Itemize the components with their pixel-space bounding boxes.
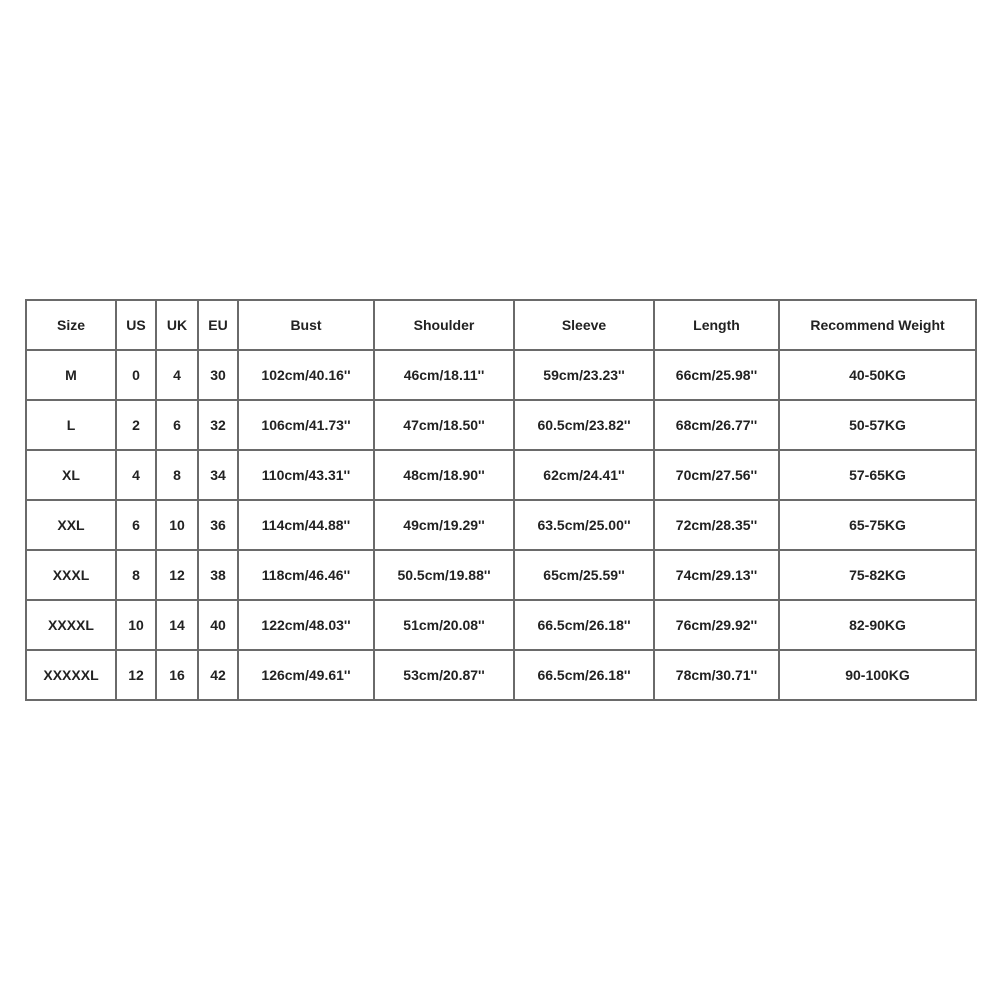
cell-recommend-weight: 50-57KG — [779, 400, 976, 450]
cell-size: XXXL — [26, 550, 116, 600]
cell-recommend-weight: 57-65KG — [779, 450, 976, 500]
table-row — [26, 650, 976, 700]
cell-uk: 12 — [156, 550, 198, 600]
header-length: Length — [654, 300, 779, 350]
cell-length: 70cm/27.56'' — [654, 450, 779, 500]
cell-length: 72cm/28.35'' — [654, 500, 779, 550]
cell-shoulder: 49cm/19.29'' — [374, 500, 514, 550]
cell-sleeve: 65cm/25.59'' — [514, 550, 654, 600]
cell-eu: 32 — [198, 400, 238, 450]
cell-us: 12 — [116, 650, 156, 700]
cell-shoulder: 51cm/20.08'' — [374, 600, 514, 650]
cell-recommend-weight: 40-50KG — [779, 350, 976, 400]
cell-eu: 42 — [198, 650, 238, 700]
cell-us: 0 — [116, 350, 156, 400]
cell-us: 6 — [116, 500, 156, 550]
table-row — [26, 400, 976, 450]
cell-bust: 102cm/40.16'' — [238, 350, 374, 400]
cell-size: L — [26, 400, 116, 450]
cell-sleeve: 60.5cm/23.82'' — [514, 400, 654, 450]
header-row — [26, 300, 976, 350]
cell-us: 10 — [116, 600, 156, 650]
cell-recommend-weight: 82-90KG — [779, 600, 976, 650]
cell-eu: 36 — [198, 500, 238, 550]
cell-sleeve: 63.5cm/25.00'' — [514, 500, 654, 550]
cell-length: 76cm/29.92'' — [654, 600, 779, 650]
cell-bust: 106cm/41.73'' — [238, 400, 374, 450]
cell-sleeve: 66.5cm/26.18'' — [514, 600, 654, 650]
table-row — [26, 600, 976, 650]
cell-recommend-weight: 65-75KG — [779, 500, 976, 550]
header-us: US — [116, 300, 156, 350]
cell-bust: 126cm/49.61'' — [238, 650, 374, 700]
table-row — [26, 500, 976, 550]
cell-size: XXXXL — [26, 600, 116, 650]
cell-eu: 40 — [198, 600, 238, 650]
cell-bust: 110cm/43.31'' — [238, 450, 374, 500]
cell-shoulder: 46cm/18.11'' — [374, 350, 514, 400]
size-chart-table — [25, 299, 977, 701]
table-row — [26, 350, 976, 400]
header-shoulder: Shoulder — [374, 300, 514, 350]
cell-length: 78cm/30.71'' — [654, 650, 779, 700]
cell-uk: 16 — [156, 650, 198, 700]
table-row — [26, 550, 976, 600]
cell-uk: 6 — [156, 400, 198, 450]
cell-recommend-weight: 75-82KG — [779, 550, 976, 600]
cell-us: 2 — [116, 400, 156, 450]
cell-eu: 30 — [198, 350, 238, 400]
cell-recommend-weight: 90-100KG — [779, 650, 976, 700]
cell-shoulder: 47cm/18.50'' — [374, 400, 514, 450]
cell-bust: 122cm/48.03'' — [238, 600, 374, 650]
header-sleeve: Sleeve — [514, 300, 654, 350]
cell-uk: 4 — [156, 350, 198, 400]
cell-uk: 14 — [156, 600, 198, 650]
table-row — [26, 450, 976, 500]
cell-sleeve: 59cm/23.23'' — [514, 350, 654, 400]
cell-length: 66cm/25.98'' — [654, 350, 779, 400]
cell-sleeve: 66.5cm/26.18'' — [514, 650, 654, 700]
cell-uk: 10 — [156, 500, 198, 550]
cell-size: XXL — [26, 500, 116, 550]
cell-length: 74cm/29.13'' — [654, 550, 779, 600]
header-recommend-weight: Recommend Weight — [779, 300, 976, 350]
cell-bust: 118cm/46.46'' — [238, 550, 374, 600]
cell-eu: 34 — [198, 450, 238, 500]
cell-size: M — [26, 350, 116, 400]
cell-us: 4 — [116, 450, 156, 500]
size-chart-body — [26, 350, 976, 700]
header-bust: Bust — [238, 300, 374, 350]
size-chart-header — [26, 300, 976, 350]
header-size: Size — [26, 300, 116, 350]
header-uk: UK — [156, 300, 198, 350]
cell-sleeve: 62cm/24.41'' — [514, 450, 654, 500]
cell-length: 68cm/26.77'' — [654, 400, 779, 450]
cell-shoulder: 48cm/18.90'' — [374, 450, 514, 500]
cell-uk: 8 — [156, 450, 198, 500]
cell-shoulder: 50.5cm/19.88'' — [374, 550, 514, 600]
cell-shoulder: 53cm/20.87'' — [374, 650, 514, 700]
cell-size: XL — [26, 450, 116, 500]
cell-eu: 38 — [198, 550, 238, 600]
cell-size: XXXXXL — [26, 650, 116, 700]
header-eu: EU — [198, 300, 238, 350]
cell-bust: 114cm/44.88'' — [238, 500, 374, 550]
cell-us: 8 — [116, 550, 156, 600]
